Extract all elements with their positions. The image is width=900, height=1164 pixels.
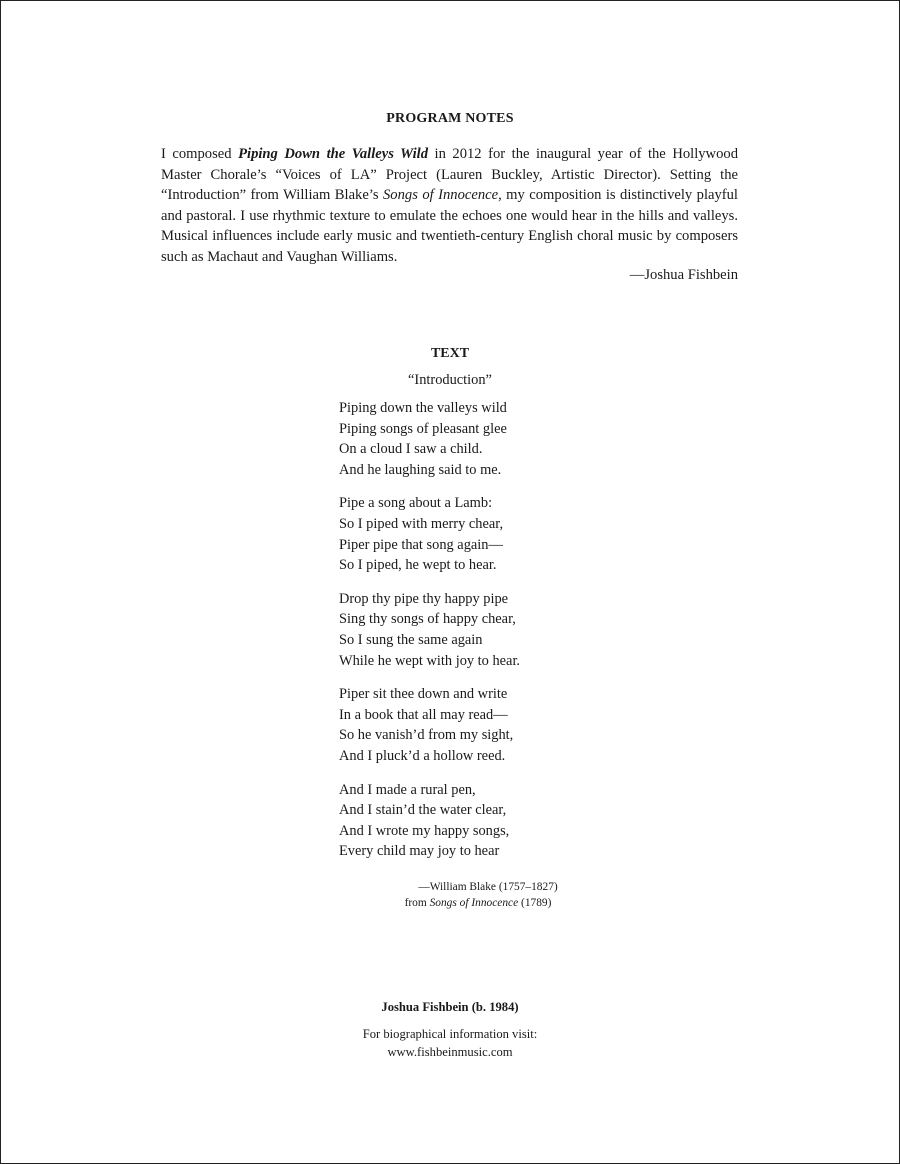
poem-line: Piping down the valleys wild [339,400,507,416]
stanza [339,684,599,766]
attribution-year: (1789) [518,897,552,909]
poem-line: And I made a rural pen, [339,781,476,798]
notes-part3: , my composition is distinctively playful and pastoral. I use rhythmic texture to emulate the echoes one would hear in the hills and valleys. Musical influences include early music and twentieth-century English choral music by composers such as Machaut and Vaughan Williams. [161,187,738,265]
poem-line: So I piped with merry chear, [339,515,504,532]
poem-line: So I piped, he wept to hear. [339,557,497,574]
notes-part2: in 2012 for the inaugural year of the Hollywood Master Chorale’s “Voices of LA” Project (Lauren Buckley, Artistic Director). Setting the “Introduction” from William Blake’s [161,146,738,204]
text-heading: TEXT [430,346,470,361]
poem-line: And he laughing said to me. [339,461,502,478]
program-notes-signature: —Joshua Fishbein [629,267,738,283]
composer-bio [0,1025,900,1061]
program-notes-paragraph [161,144,738,268]
poem-line: While he wept with joy to hear. [339,652,521,669]
poem-attribution [0,879,900,911]
stanza [339,589,599,671]
poem-line: Every child may joy to hear [339,843,500,860]
work-title: Piping Down the Valleys Wild [238,146,428,162]
poem-line: And I stain’d the water clear, [339,802,507,819]
poem-line: Piper sit thee down and write [339,686,508,703]
attribution-author: —William Blake (1757–1827) [418,881,558,893]
bio-line: For biographical information visit: [362,1027,538,1041]
bio-url: www.fishbeinmusic.com [387,1045,513,1059]
poem-line: In a book that all may read— [339,706,508,723]
poem-line: And I wrote my happy songs, [339,822,510,839]
attribution-book: Songs of Innocence [429,897,519,909]
book-title: Songs of Innocence [383,187,499,204]
poem-line: So he vanish’d from my sight, [339,727,514,744]
notes-intro: I composed [161,146,239,162]
attribution-source [0,895,900,911]
poem-line: Piping songs of pleasant glee [339,420,507,437]
poem-line: Drop thy pipe thy happy pipe [339,590,509,607]
composer-name: Joshua Fishbein (b. 1984) [381,1000,519,1014]
poem-line: Pipe a song about a Lamb: [339,495,493,512]
poem-line: So I sung the same again [339,631,483,648]
poem-title: “Introduction” [408,372,492,388]
poem-line: Sing thy songs of happy chear, [339,611,516,628]
program-notes-heading: PROGRAM NOTES [386,111,514,126]
stanza [339,398,599,480]
poem-line: On a cloud I saw a child. [339,441,483,458]
poem [339,398,599,875]
poem-line: Piper pipe that song again— [339,536,503,553]
stanza [339,780,599,862]
attribution-from: from [404,897,430,909]
stanza [339,493,599,575]
poem-line: And I pluck’d a hollow reed. [339,747,506,764]
